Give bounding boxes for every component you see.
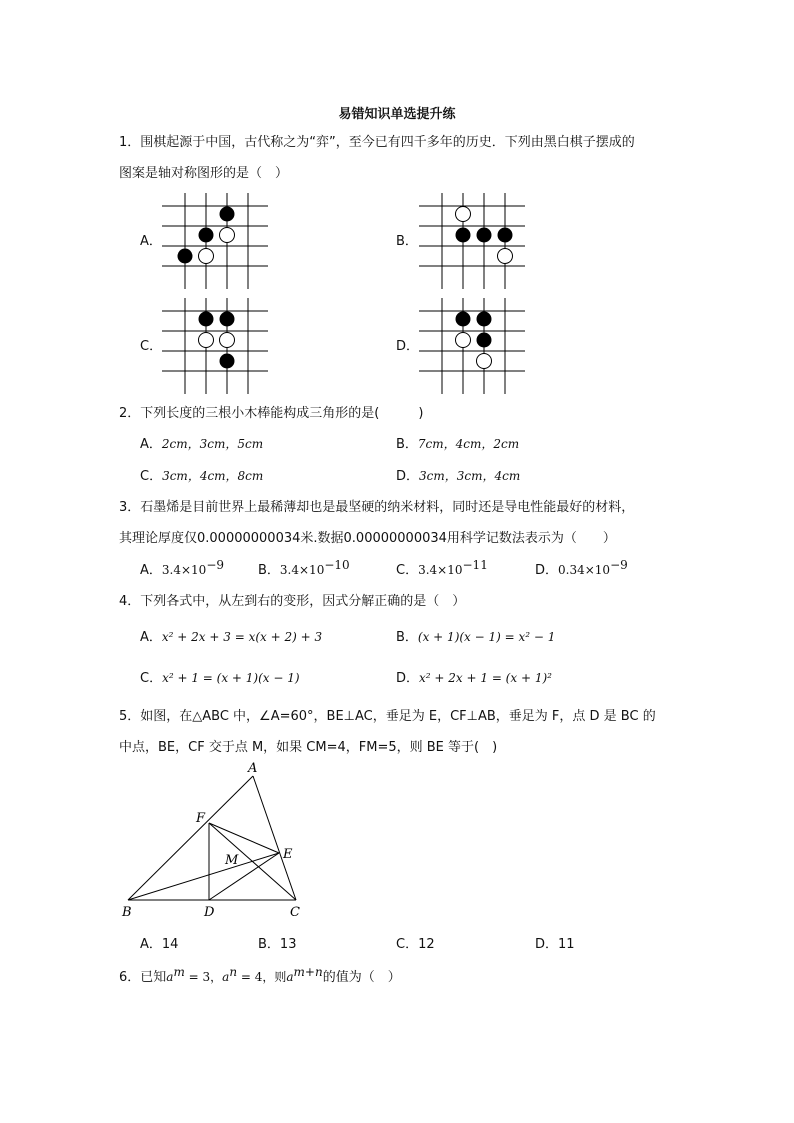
option-label: C． [140,671,163,686]
option-label: B． [396,630,418,645]
q5-option-a [140,937,178,952]
option-label: A． [140,563,162,578]
q1-option-c-label: C． [140,339,163,354]
option-exponent: −9 [206,558,225,572]
option-exponent: −10 [324,558,350,572]
q5-option-c [396,937,435,952]
point-label-m: M [225,853,239,868]
vertex-label-c: C [290,905,300,920]
q6-suffix: 的值为（ ） [322,970,401,985]
option-text: 11 [558,937,575,952]
q1-stem-line1: 1．围棋起源于中国，古代称之为“弈”，至今已有四千多年的历史．下列由黑白棋子摆成的 [119,135,635,150]
q6-base-a2: a [222,970,230,984]
page-title: 易错知识单选提升练 [338,107,456,122]
option-text: 7cm，4cm，2cm [417,437,520,451]
option-label: A． [140,630,162,645]
option-label: D． [535,563,559,578]
q6-stem [119,965,401,985]
q1-option-b-label: B． [396,234,418,249]
q5-option-d [535,937,575,952]
vertex-label-b: B [122,905,132,920]
option-label: C． [396,937,419,952]
q5-option-b [258,937,296,952]
q1-stem-line2: 图案是轴对称图形的是（ ） [119,166,289,181]
option-text: 2cm，3cm，5cm [161,437,264,451]
q4-stem: 4．下列各式中，从左到右的变形，因式分解正确的是（ ） [119,594,466,609]
q6-base-a3: a [286,970,294,984]
option-text: 13 [279,937,297,952]
option-text: x² + 2x + 3 = x(x + 2) + 3 [161,630,323,644]
option-base: 0.34×10 [558,563,611,577]
option-label: A． [140,437,162,452]
option-base: 3.4×10 [279,563,325,577]
q5-stem-line1: 5．如图，在△ABC 中，∠A=60°，BE⊥AC，垂足为 E，CF⊥AB，垂足为 F，点 D 是 BC 的 [119,709,656,724]
option-text: x² + 2x + 1 = (x + 1)² [419,671,552,685]
q2-stem: 2．下列长度的三根小木棒能构成三角形的是( ) [119,406,424,421]
option-text: 12 [418,937,435,952]
option-label: B． [396,437,418,452]
q6-prefix: 6．已知 [119,970,167,985]
option-text: 3cm，4cm，8cm [162,469,264,483]
option-text: 3cm，3cm，4cm [419,469,521,483]
option-base: 3.4×10 [418,563,463,577]
q1-option-a-label: A． [140,234,162,249]
option-label: A． [140,937,162,952]
option-text: (x + 1)(x − 1) = x² − 1 [417,630,556,644]
q3-stem-line2: 其理论厚度仅0.00000000034米.数据0.00000000034用科学记数法表示为（ ） [119,531,616,546]
vertex-label-a: A [248,761,258,776]
option-label: D． [535,937,559,952]
q3-stem-line1: 3．石墨烯是目前世界上最稀薄却也是最坚硬的纳米材料，同时还是导电性能最好的材料， [119,500,635,515]
option-label: C． [396,563,419,578]
q5-stem-line2: 中点，BE，CF 交于点 M，如果 CM=4，FM=5，则 BE 等于( ) [119,740,498,755]
vertex-label-e: E [283,847,293,862]
q6-base-a1: a [166,970,174,984]
vertex-label-f: F [196,811,206,826]
vertex-label-d: D [204,905,215,920]
option-label: C． [140,469,163,484]
q6-eq2: = 4，则 [237,970,287,984]
option-exponent: −9 [610,558,628,572]
q6-exp-m: m [173,965,185,979]
q6-exp-mn: m+n [293,965,323,979]
option-text: x² + 1 = (x + 1)(x − 1) [162,671,300,685]
option-exponent: −11 [462,558,488,572]
option-label: B． [258,563,280,578]
option-label: B． [258,937,280,952]
q1-option-d-label: D． [396,339,420,354]
option-label: D． [396,469,420,484]
option-base: 3.4×10 [161,563,207,577]
option-label: D． [396,671,420,686]
q6-exp-n: n [229,965,238,979]
q6-eq1: = 3， [184,970,223,984]
option-text: 14 [161,937,179,952]
